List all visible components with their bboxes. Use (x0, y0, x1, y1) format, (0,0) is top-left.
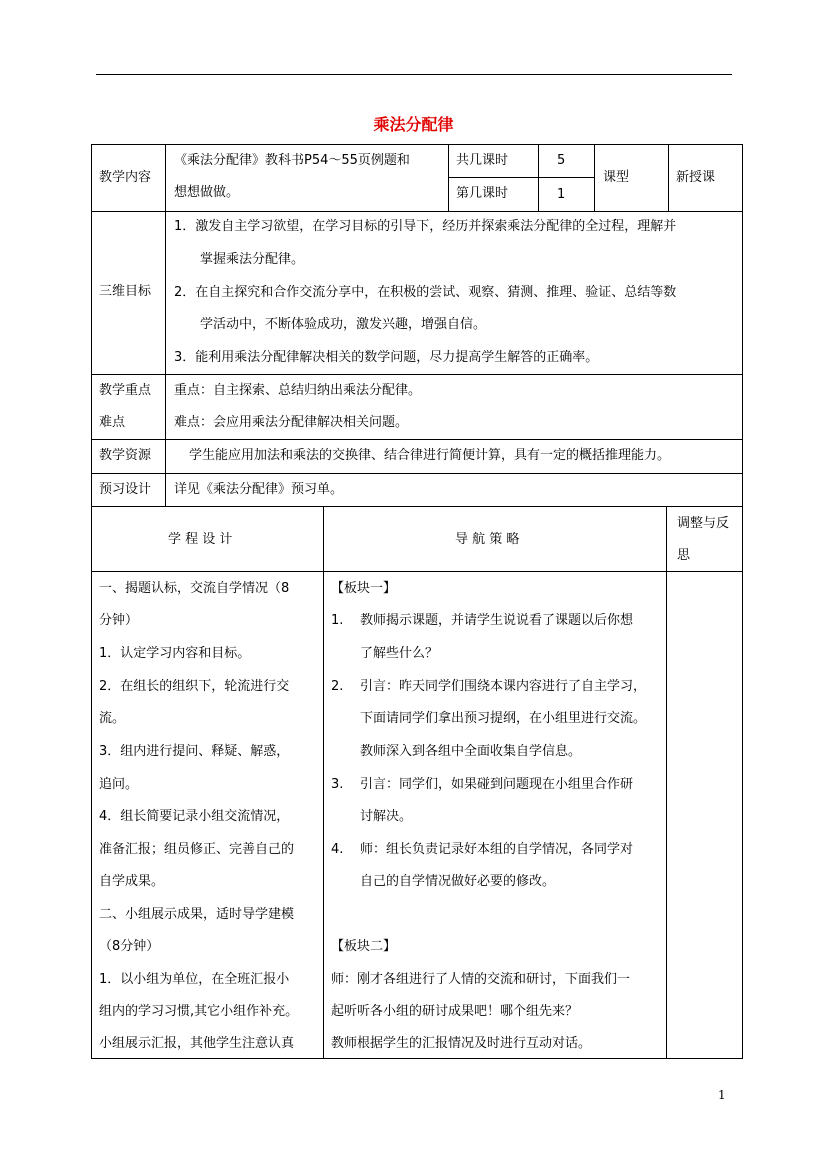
process-line: 流。 (99, 711, 126, 726)
focus-label: 教学重点 (99, 383, 152, 398)
process-line: 分钟） (99, 613, 139, 628)
lesson-type-value: 新授课 (676, 170, 716, 185)
lesson-number-label: 第几课时 (456, 186, 509, 201)
strategy-line: 引言：昨天同学们围绕本课内容进行了自主学习， (360, 679, 647, 694)
process-line: 小组展示汇报，其他学生注意认真 (99, 1036, 295, 1051)
strategy-line: 引言：同学们，如果碰到问题现在小组里合作研 (360, 777, 634, 792)
strategy-line: 教师根据学生的汇报情况及时进行互动对话。 (331, 1036, 592, 1051)
goal-line-5: 3．能利用乘法分配律解决相关的数学问题，尽力提高学生解答的正确率。 (174, 350, 599, 365)
lesson-type-label: 课型 (603, 170, 630, 185)
block-two-title: 【板块二】 (331, 939, 397, 954)
strategy-line: 起听听各小组的研讨成果吧！哪个组先来？ (331, 1004, 579, 1019)
process-line: 2．在组长的组织下，轮流进行交 (99, 679, 290, 694)
process-line: （8分钟） (99, 939, 160, 954)
difficulty-point: 难点：会应用乘法分配律解决相关问题。 (174, 415, 409, 430)
process-design-header: 学 程 设 计 (168, 532, 233, 547)
difficulty-label: 难点 (99, 415, 126, 430)
info-table (91, 144, 743, 507)
total-lessons-value: 5 (557, 153, 566, 168)
preview-text: 详见《乘法分配律》预习单。 (174, 482, 344, 497)
strategy-line: 下面请同学们拿出预习提纲，在小组里进行交流。 (360, 711, 647, 726)
item-number: 3. (331, 777, 344, 792)
reflection-header-line-1: 调整与反 (677, 516, 730, 531)
strategy-line: 教师揭示课题，并请学生说说看了课题以后你想 (360, 613, 634, 628)
content-line-2: 想想做做。 (174, 185, 240, 200)
block-one-title: 【板块一】 (331, 581, 397, 596)
process-line: 一、揭题认标，交流自学情况（8 (99, 581, 290, 596)
page-title: 乘法分配律 (373, 115, 454, 134)
process-line: 1．认定学习内容和目标。 (99, 646, 251, 661)
header-rule (96, 74, 732, 75)
resources-text: 学生能应用加法和乘法的交换律、结合律进行简便计算，具有一定的概括推理能力。 (189, 448, 671, 463)
strategy-line: 师：组长负责记录好本组的自学情况，各同学对 (360, 842, 634, 857)
strategy-line: 自己的自学情况做好必要的修改。 (360, 874, 556, 889)
strategy-line: 师：刚才各组进行了人情的交流和研讨，下面我们一 (331, 972, 631, 987)
item-number: 4. (331, 842, 344, 857)
total-lessons-label: 共几课时 (456, 153, 509, 168)
goal-line-1: 1．激发自主学习欲望，在学习目标的引导下，经历并探索乘法分配律的全过程，理解并 (174, 219, 677, 234)
process-line: 追问。 (99, 777, 139, 792)
item-number: 1. (331, 613, 344, 628)
process-line: 二、小组展示成果，适时导学建模 (99, 907, 295, 922)
preview-label: 预习设计 (99, 482, 152, 497)
strategy-line: 讨解决。 (360, 809, 413, 824)
process-line: 4．组长简要记录小组交流情况， (99, 809, 290, 824)
process-line: 自学成果。 (99, 874, 165, 889)
reflection-header-line-2: 思 (677, 548, 691, 563)
page-number: 1 (718, 1088, 726, 1102)
lesson-number-value: 1 (557, 187, 566, 202)
goal-line-3: 2．在自主探究和合作交流分享中，在积极的尝试、观察、猜测、推理、验证、总结等数 (174, 285, 677, 300)
content-label: 教学内容 (99, 170, 152, 185)
process-line: 1．以小组为单位，在全班汇报小 (99, 972, 290, 987)
strategy-header: 导 航 策 略 (455, 532, 520, 547)
goals-label: 三维目标 (99, 284, 152, 299)
process-line: 准备汇报；组员修正、完善自己的 (99, 842, 295, 857)
content-line-1: 《乘法分配律》教科书P54～55页例题和 (174, 153, 410, 168)
item-number: 2. (331, 679, 344, 694)
strategy-line: 教师深入到各组中全面收集自学信息。 (360, 744, 582, 759)
process-line: 组内的学习习惯,其它小组作补充。 (99, 1004, 299, 1019)
strategy-line: 了解些什么？ (360, 646, 439, 661)
process-line: 3．组内进行提问、释疑、解惑， (99, 744, 290, 759)
goal-line-4: 学活动中，不断体验成功，激发兴趣，增强自信。 (200, 317, 487, 332)
process-table (91, 506, 743, 1059)
key-point: 重点：自主探索、总结归纳出乘法分配律。 (174, 383, 422, 398)
resources-label: 教学资源 (99, 448, 152, 463)
goal-line-2: 掌握乘法分配律。 (200, 252, 305, 267)
